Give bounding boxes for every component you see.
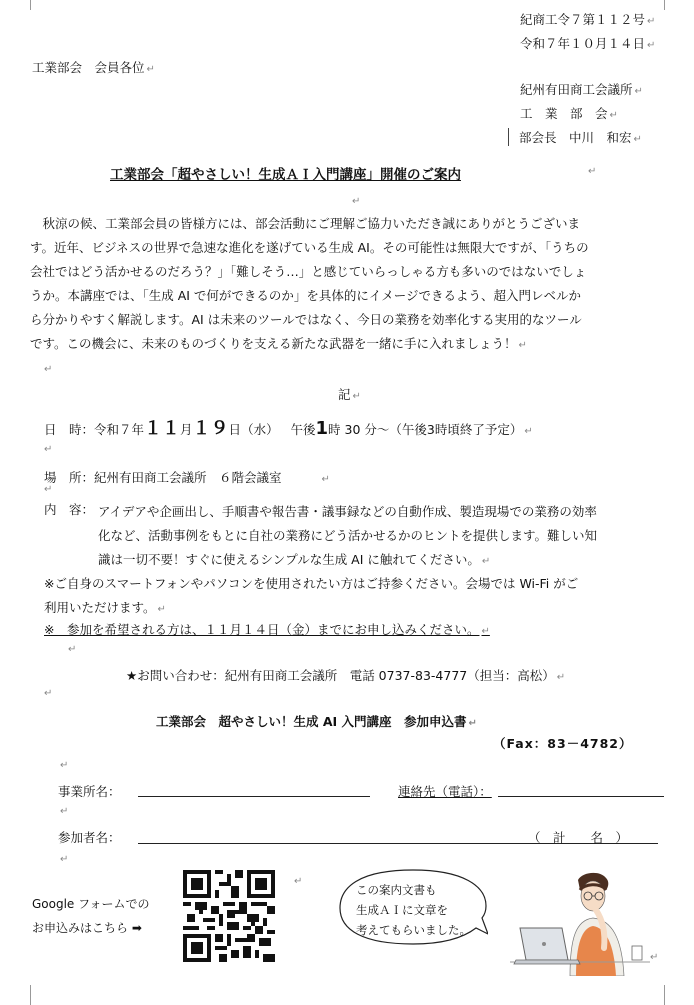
blank-line-mark: ↵ <box>44 688 53 699</box>
bubble-line: 考えてもらいました。 <box>356 923 471 937</box>
phone-label: 連絡先（電話）： <box>398 784 492 799</box>
company-label: 事業所名： <box>58 784 121 799</box>
intro-line: す。近年、ビジネスの世界で急速な進化を遂げている生成 AI。その可能性は無限大ですが、「うちの <box>30 240 589 255</box>
participant-label: 参加者名： <box>58 830 121 845</box>
bubble-line: この案内文書も <box>356 883 437 897</box>
participant-count: （ 計 名 ） <box>528 830 629 845</box>
event-content-label: 内 容： <box>44 502 95 517</box>
intro-line: ら分かりやすく解説します。AI は未来のツールではなく、今日の業務を効率化する実用的なツール <box>30 312 582 327</box>
intro-paragraph <box>30 212 670 358</box>
sender-head: 部会長 中川 和宏 ↵ <box>508 128 642 146</box>
page-title: 工業部会「超やさしい！生成ＡＩ入門講座」開催のご案内 <box>110 167 461 183</box>
blank-line-mark: ↵ <box>60 854 69 865</box>
bottom-paragraph-mark: ↵ <box>650 952 659 963</box>
qr-paragraph-mark: ↵ <box>294 876 303 887</box>
fax-number: （Fax：83－4782） <box>493 736 633 751</box>
event-place: 場 所：紀州有田商工会議所 ６階会議室 ↵ <box>44 470 330 485</box>
note-bring-device <box>44 572 578 622</box>
phone-field[interactable] <box>498 796 664 797</box>
blank-line-mark: ↵ <box>60 806 69 817</box>
event-content <box>98 500 597 574</box>
sender-org: 紀州有田商工会議所 ↵ <box>520 82 643 97</box>
intro-line: うか。本講座では、「生成 AI で何ができるのか」を具体的にイメージできるよう、超入門レベルか <box>30 288 582 303</box>
crop-mark-top-right <box>664 0 677 10</box>
doc-date: 令和７年１０月１４日 ↵ <box>520 36 656 51</box>
content-line: アイデアや企画出し、手順書や報告書・議事録などの自動作成、製造現場での業務の効率 <box>98 504 597 519</box>
google-line: Google フォームでの <box>32 897 150 911</box>
note-deadline: ※ 参加を希望される方は、１１月１４日（金）までにお申し込みください。 ↵ <box>44 622 490 637</box>
google-form-text <box>32 892 150 940</box>
intro-line: 秋涼の候、工業部会員の皆様方には、部会活動にご理解ご協力いただき誠にありがとうございま <box>30 216 581 231</box>
note-line: 利用いただけます。 ↵ <box>44 600 166 615</box>
ki-heading: 記 ↵ <box>338 387 361 402</box>
contact-info: ★お問い合わせ：紀州有田商工会議所 電話 0737-83-4777（担当：高松） ↵ <box>126 668 566 683</box>
crop-mark-top-left <box>18 0 31 10</box>
doc-number: 紀商工令７第１１２号 ↵ <box>520 12 656 27</box>
note-line: ※ご自身のスマートフォンやパソコンを使用されたい方はご持参ください。会場では Wi-Fi がご <box>44 576 579 591</box>
blank-line-mark: ↵ <box>352 196 361 207</box>
bubble-line: 生成ＡＩに文章を <box>356 903 448 917</box>
company-field[interactable] <box>138 796 370 797</box>
qr-code[interactable] <box>183 870 275 962</box>
crop-mark-bottom-left <box>18 985 31 1005</box>
blank-line-mark: ↵ <box>44 364 53 375</box>
form-title: 工業部会 超やさしい！生成 AI 入門講座 参加申込書 ↵ <box>156 714 477 729</box>
recipient: 工業部会 会員各位 ↵ <box>32 60 155 75</box>
google-line: お申込みはこちら ➡ <box>32 921 142 935</box>
content-line: 化など、活動事例をもとに自社の業務にどう活かせるかのヒントを提供します。難しい知 <box>98 528 598 543</box>
content-line: 識は一切不要！すぐに使えるシンプルな生成 AI に触れてください。 ↵ <box>98 552 491 567</box>
blank-line-mark: ↵ <box>44 444 53 455</box>
crop-mark-bottom-right <box>664 985 677 1005</box>
person-laptop-illustration <box>500 868 660 976</box>
sender-dept: 工 業 部 会 ↵ <box>520 106 618 121</box>
intro-line: です。この機会に、未来のものづくりを支える新たな武器を一緒に手に入れましょう！ ↵ <box>30 336 527 351</box>
intro-line: 会社ではどう活かせるのだろう？」「難しそう…」と感じていらっしゃる方も多いのではないでしょ <box>30 264 587 279</box>
blank-line-mark: ↵ <box>68 644 77 655</box>
title-paragraph-mark: ↵ <box>588 166 597 177</box>
blank-line-mark: ↵ <box>44 484 53 495</box>
blank-line-mark: ↵ <box>60 760 69 771</box>
event-datetime: 日 時：令和７年１１月１９日（水） 午後1時 30 分～（午後3時頃終了予定） ↵ <box>44 418 533 439</box>
bubble-text <box>356 880 471 940</box>
